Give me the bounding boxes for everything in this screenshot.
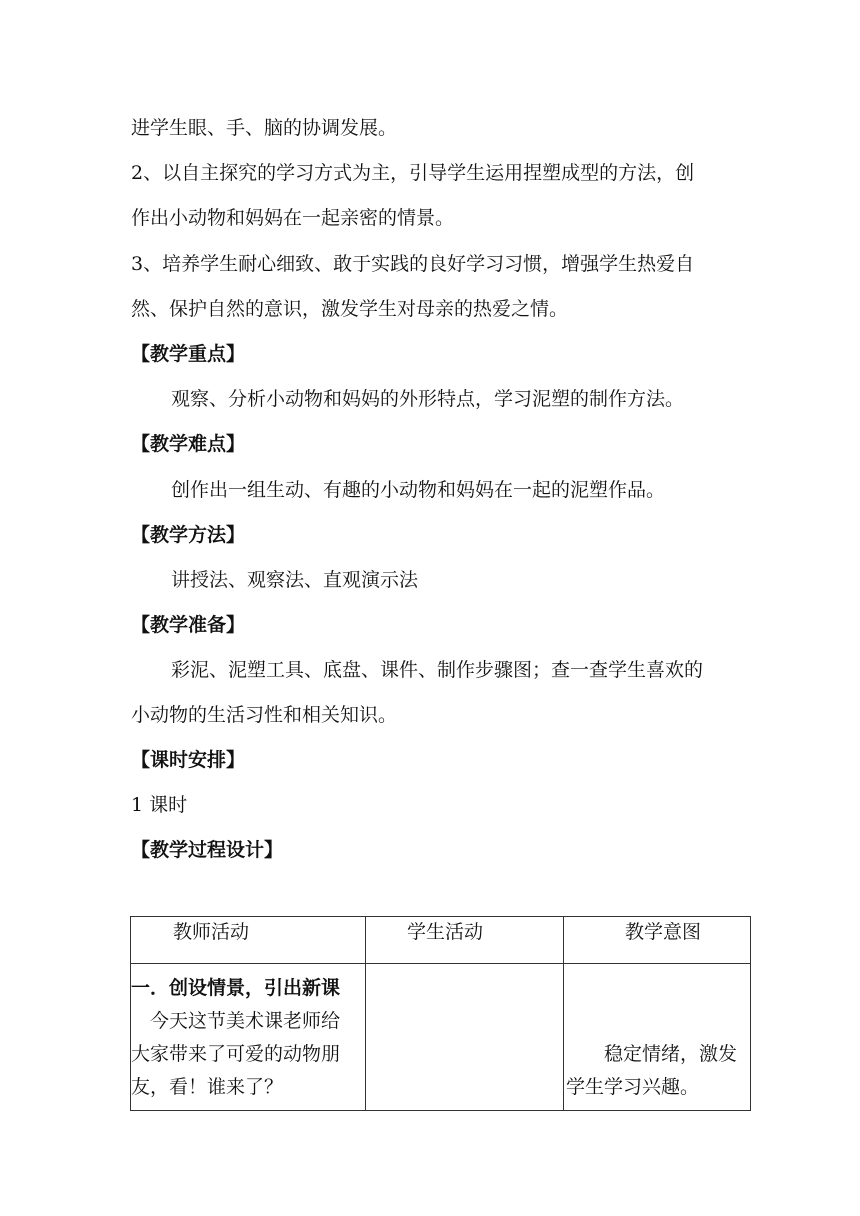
objective-3-line-1: 3、培养学生耐心细致、敢于实践的良好学习习惯，增强学生热爱自 — [131, 253, 695, 275]
objective-2-line-1: 2、以自主探究的学习方式为主，引导学生运用捏塑成型的方法，创 — [131, 162, 695, 184]
preparation-text-line-1: 彩泥、泥塑工具、底盘、课件、制作步骤图；查一查学生喜欢的 — [171, 659, 704, 681]
difficulty-heading: 【教学难点】 — [131, 433, 246, 455]
process-heading: 【教学过程设计】 — [131, 839, 284, 861]
objective-3-line-2: 然、保护自然的意识，激发学生对母亲的热爱之情。 — [131, 298, 569, 320]
preparation-heading: 【教学准备】 — [131, 614, 246, 636]
header-teaching-intent: 教学意图 — [564, 917, 751, 964]
methods-heading: 【教学方法】 — [131, 524, 246, 546]
key-points-heading: 【教学重点】 — [131, 343, 246, 365]
table-row — [131, 964, 751, 1111]
teaching-intent-cell — [564, 964, 751, 1111]
student-activity-cell — [366, 964, 564, 1111]
methods-text: 讲授法、观察法、直观演示法 — [171, 569, 419, 591]
table-header-row — [131, 917, 751, 964]
intent-line: 稳定情绪，激发 — [566, 1043, 738, 1065]
preparation-text-line-2: 小动物的生活习性和相关知识。 — [131, 704, 398, 726]
schedule-text: 1 课时 — [131, 794, 188, 816]
step-title: 一．创设情景，引出新课 — [131, 977, 341, 999]
teacher-line: 友，看！谁来了？ — [131, 1076, 284, 1098]
difficulty-text: 创作出一组生动、有趣的小动物和妈妈在一起的泥塑作品。 — [171, 479, 666, 501]
intent-line: 学生学习兴趣。 — [566, 1076, 700, 1098]
teacher-activity-cell — [131, 964, 366, 1111]
header-student-activity: 学生活动 — [366, 917, 564, 964]
header-teacher-activity: 教师活动 — [131, 917, 366, 964]
teacher-line: 今天这节美术课老师给 — [131, 1010, 341, 1032]
objective-line: 进学生眼、手、脑的协调发展。 — [131, 117, 398, 139]
objective-2-line-2: 作出小动物和妈妈在一起亲密的情景。 — [131, 207, 455, 229]
lesson-process-table — [130, 916, 751, 1111]
key-points-text: 观察、分析小动物和妈妈的外形特点，学习泥塑的制作方法。 — [171, 388, 685, 410]
teacher-line: 大家带来了可爱的动物朋 — [131, 1043, 341, 1065]
schedule-heading: 【课时安排】 — [131, 749, 246, 771]
